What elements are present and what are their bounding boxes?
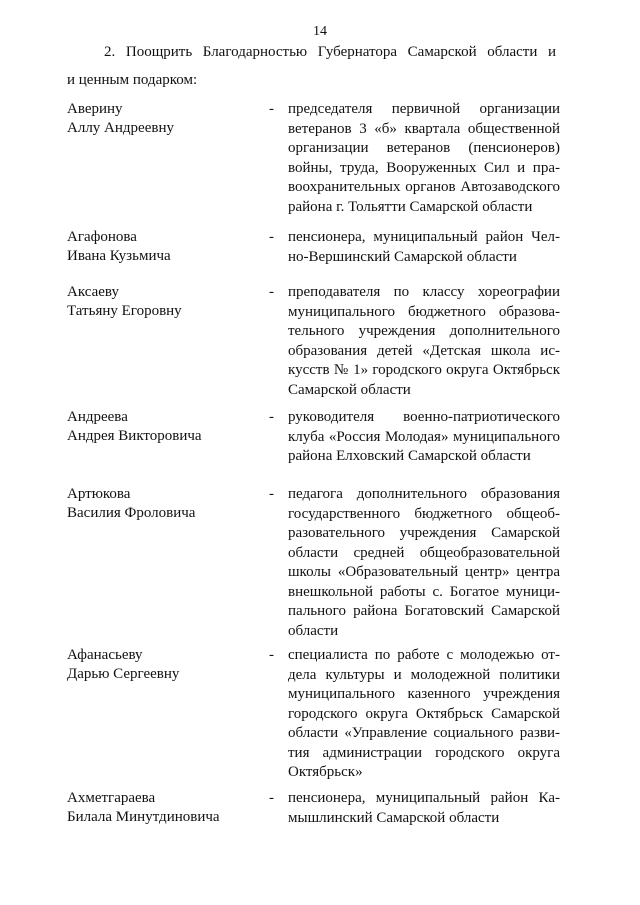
recipient-name <box>67 646 267 684</box>
recipient-surname: Афанасьеву <box>67 647 143 663</box>
recipient-given-name: Билала Минутдиновича <box>67 809 220 825</box>
recipient-name <box>67 789 267 827</box>
entry-dash: - <box>269 486 274 502</box>
recipient-given-name: Андрея Викторовича <box>67 428 202 444</box>
recipient-surname: Аверину <box>67 101 123 117</box>
recipient-description: председателя первичной организации ветеранов 3 «б» квартала общественной организации ветеранов (пенсионеров) войны, труда, Вооруженных Сил и правоохранительных органов Автозаводского района г. Тольятти Самарской области <box>288 101 560 215</box>
recipient-description: педагога дополнительного образования государственного бюджетного общеобразовательного учреждения Самарской области средней общеобразовательной школы «Образовательный центр» центра внешкольной работы с. Богатое муниципального района Богатовский Самарской области <box>288 486 560 639</box>
entry-dash: - <box>269 284 274 300</box>
entry-dash: - <box>269 647 274 663</box>
entry-dash: - <box>269 409 274 425</box>
recipient-description: руководителя военно-патриотического клуба «Россия Молодая» муниципального района Елховский Самарской области <box>288 409 560 464</box>
recipient-name <box>67 283 267 321</box>
intro-paragraph-line2: и ценным подарком: <box>67 72 198 88</box>
recipient-surname: Андреева <box>67 409 128 425</box>
recipient-surname: Артюкова <box>67 486 131 502</box>
recipient-given-name: Татьяну Егоровну <box>67 303 182 319</box>
recipient-given-name: Ивана Кузьмича <box>67 248 171 264</box>
entry-dash: - <box>269 229 274 245</box>
recipient-name <box>67 408 267 446</box>
recipient-name <box>67 228 267 266</box>
recipient-description: преподавателя по классу хореографии муниципального бюджетного образовательного учреждения дополнительного образования детей «Детская школа искусств № 1» городского округа Октябрьск Самарской области <box>288 284 560 398</box>
recipient-surname: Аксаеву <box>67 284 119 300</box>
recipient-name <box>67 100 267 138</box>
recipient-name <box>67 485 267 523</box>
entry-dash: - <box>269 790 274 806</box>
page-number: 14 <box>313 24 327 39</box>
recipient-surname: Агафонова <box>67 229 137 245</box>
recipient-description: специалиста по работе с молодежью отдела культуры и молодежной политики муниципального казенного учреждения городского округа Октябрьск Самарской области «Управление социального развития администрации городского округа Октябрьск» <box>288 647 560 780</box>
intro-paragraph-line1: 2. Поощрить Благодарностью Губернатора Самарской области и <box>104 44 556 60</box>
recipient-description: пенсионера, муниципальный район Камышлинский Самарской области <box>288 790 560 826</box>
recipient-given-name: Аллу Андреевну <box>67 120 174 136</box>
recipient-given-name: Василия Фроловича <box>67 505 196 521</box>
recipient-given-name: Дарью Сергеевну <box>67 666 180 682</box>
entry-dash: - <box>269 101 274 117</box>
recipient-description: пенсионера, муниципальный район Челно-Вершинский Самарской области <box>288 229 560 265</box>
recipient-surname: Ахметгараева <box>67 790 156 806</box>
